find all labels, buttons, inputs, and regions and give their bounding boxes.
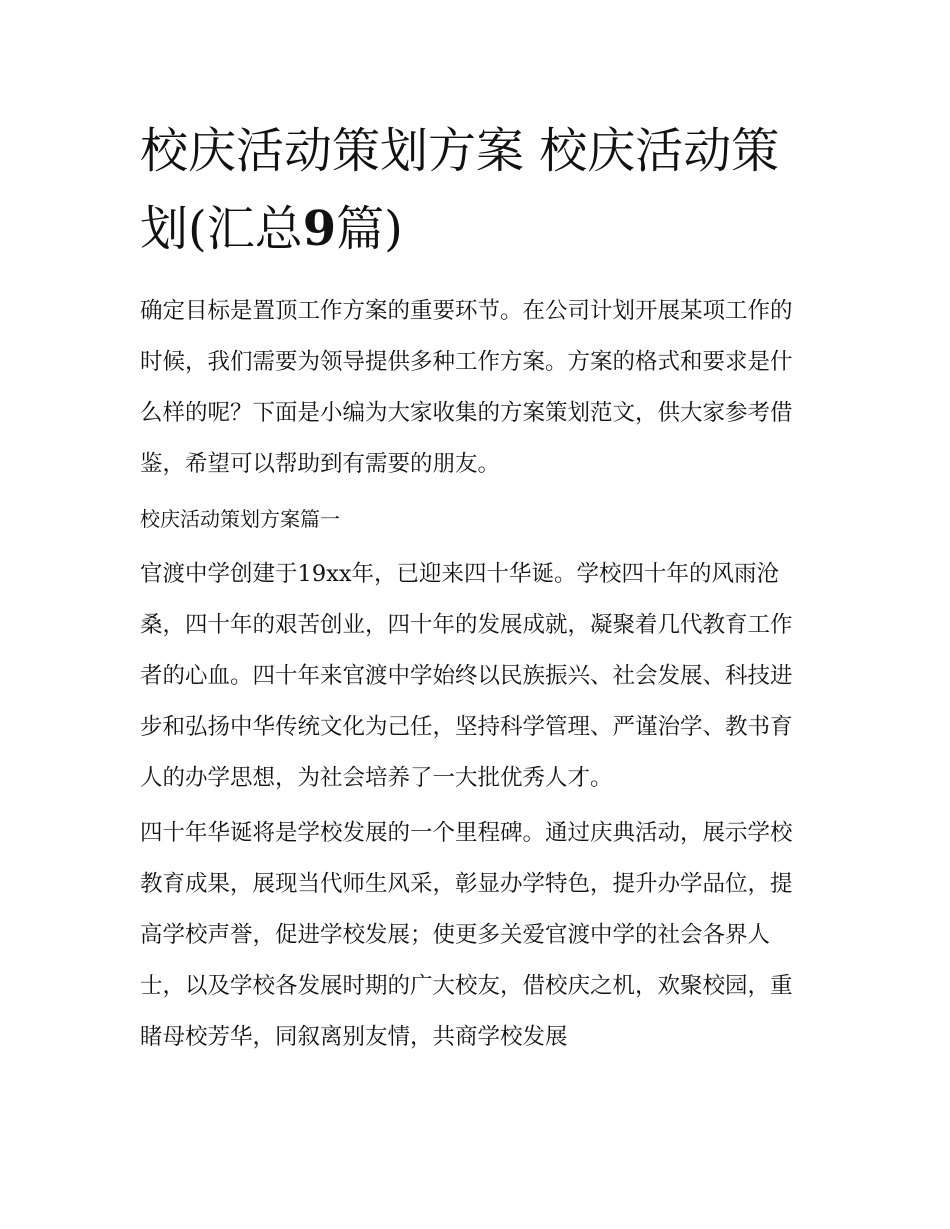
document-page [140, 112, 812, 1067]
body-paragraph-2: 四十年华诞将是学校发展的一个里程碑。通过庆典活动，展示学校教育成果，展现当代师生风采，彰显办学特色，提升办学品位，提高学校声誉，促进学校发展；使更多关爱官渡中学的社会各界人士，以及学校各发展时期的广大校友，借校庆之机，欢聚校园，重睹母校芳华，同叙离别友情，共商学校发展 [140, 820, 793, 1050]
intro-paragraph: 确定目标是置顶工作方案的重要环节。在公司计划开展某项工作的时候，我们需要为领导提供多种工作方案。方案的格式和要求是什么样的呢？下面是小编为大家收集的方案策划范文，供大家参考借鉴，希望可以帮助到有需要的朋友。 [140, 298, 793, 477]
title-suffix: 篇) [336, 201, 403, 257]
document-body [140, 286, 812, 1063]
title-text: 校庆活动策划方案 校庆活动策划(汇总 [140, 123, 780, 257]
document-title [140, 112, 812, 268]
section-heading: 校庆活动策划方案篇一 [140, 507, 340, 531]
title-count: 9 [302, 201, 337, 257]
body-paragraph-1: 官渡中学创建于19xx年，已迎来四十华诞。学校四十年的风雨沧桑，四十年的艰苦创业，四十年的发展成就，凝聚着几代教育工作者的心血。四十年来官渡中学始终以民族振兴、社会发展、科技进步和弘扬中华传统文化为己任，坚持科学管理、严谨治学、教书育人的办学思想，为社会培养了一大批优秀人才。 [140, 561, 793, 791]
